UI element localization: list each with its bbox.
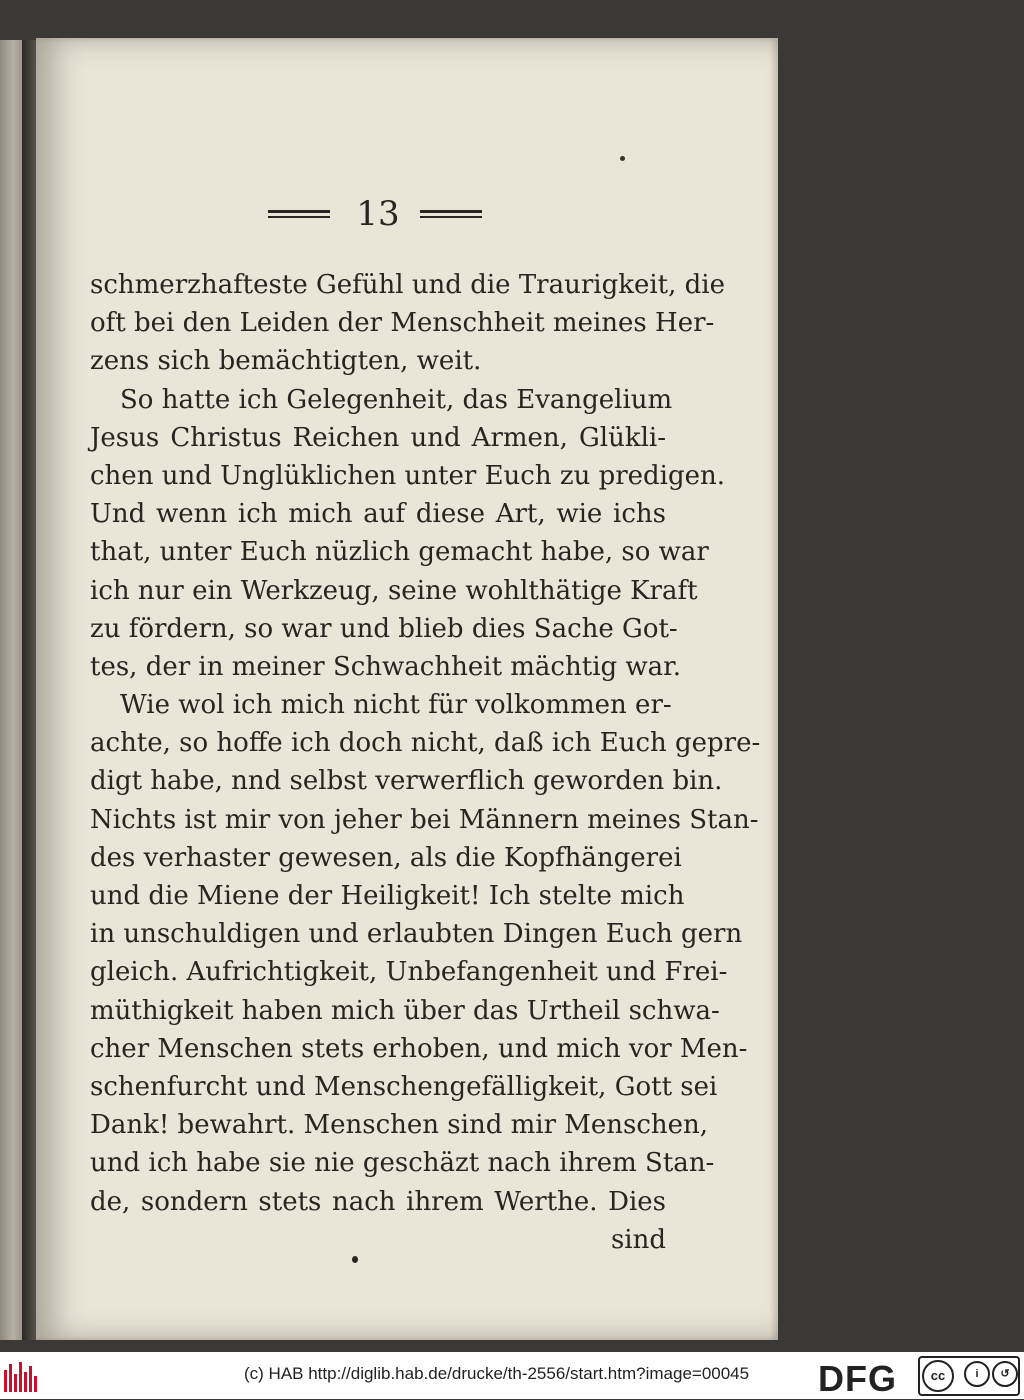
page-number: 13 — [356, 194, 400, 234]
cc-license-badge[interactable] — [918, 1356, 1020, 1396]
facing-page-edge — [0, 40, 22, 1340]
text-line: ich nur ein Werkzeug, seine wohlthätige Kraft — [90, 575, 698, 606]
copyright-link[interactable]: (c) HAB http://diglib.hab.de/drucke/th-2556/start.htm?image=00045 — [244, 1364, 750, 1383]
text-line: Nichts ist mir von jeher bei Männern meines Stan- — [90, 804, 759, 835]
text-line: Und wenn ich mich auf diese Art, wie ichs — [90, 499, 666, 530]
text-line: gleich. Aufrichtigkeit, Unbefangenheit und Frei- — [90, 957, 728, 988]
header-rule-right — [420, 210, 482, 220]
text-line: müthigkeit haben mich über das Urtheil schwa- — [90, 995, 720, 1026]
catchword: sind — [610, 1224, 666, 1255]
text-line: digt habe, nnd selbst verwerflich geworden bin. — [90, 766, 723, 797]
text-line: oft bei den Leiden der Menschheit meines Her- — [90, 308, 715, 339]
hab-logo-icon — [4, 1362, 38, 1392]
by-attribution-icon: i — [964, 1361, 990, 1387]
text-line: cher Menschen stets erhoben, und mich vor Men- — [90, 1033, 748, 1064]
dfg-logo: DFG — [818, 1358, 897, 1399]
text-line: schenfurcht und Menschengefälligkeit, Gott sei — [90, 1071, 718, 1102]
text-line: chen und Unglüklichen unter Euch zu predigen. — [90, 460, 726, 491]
text-line: zens sich bemächtigten, weit. — [90, 346, 482, 377]
text-line: in unschuldigen und erlaubten Dingen Euch gern — [90, 919, 743, 950]
cc-icon: cc — [922, 1360, 954, 1392]
page-header — [36, 188, 778, 238]
book-page — [36, 38, 778, 1340]
text-line: des verhaster gewesen, als die Kopfhängerei — [90, 842, 682, 873]
text-line: achte, so hoffe ich doch nicht, daß ich Euch gepre- — [90, 728, 761, 759]
text-line: Jesus Christus Reichen und Armen, Glükli- — [90, 422, 666, 453]
book-spine — [22, 40, 36, 1340]
ink-speck — [620, 156, 625, 161]
header-rule-left — [268, 210, 330, 220]
text-line: Wie wol ich mich nicht für volkommen er- — [120, 690, 672, 721]
body-text — [90, 266, 761, 1259]
text-line: und ich habe sie nie geschäzt nach ihrem Stan- — [90, 1148, 715, 1179]
footer-bar — [0, 1352, 1024, 1399]
text-line: Dank! bewahrt. Menschen sind mir Menschen, — [90, 1110, 709, 1141]
signature-mark — [352, 1256, 358, 1263]
text-line: tes, der in meiner Schwachheit mächtig war. — [90, 651, 682, 682]
text-line: that, unter Euch nüzlich gemacht habe, so war — [90, 537, 709, 568]
text-line: de, sondern stets nach ihrem Werthe. Dies — [90, 1186, 666, 1217]
text-line: So hatte ich Gelegenheit, das Evangelium — [120, 384, 673, 415]
text-line: und die Miene der Heiligkeit! Ich stelte mich — [90, 881, 685, 911]
share-alike-icon: ↺ — [992, 1361, 1018, 1387]
text-line: schmerzhafteste Gefühl und die Traurigkeit, die — [90, 270, 726, 300]
text-line: zu fördern, so war und blieb dies Sache Got- — [90, 613, 678, 644]
